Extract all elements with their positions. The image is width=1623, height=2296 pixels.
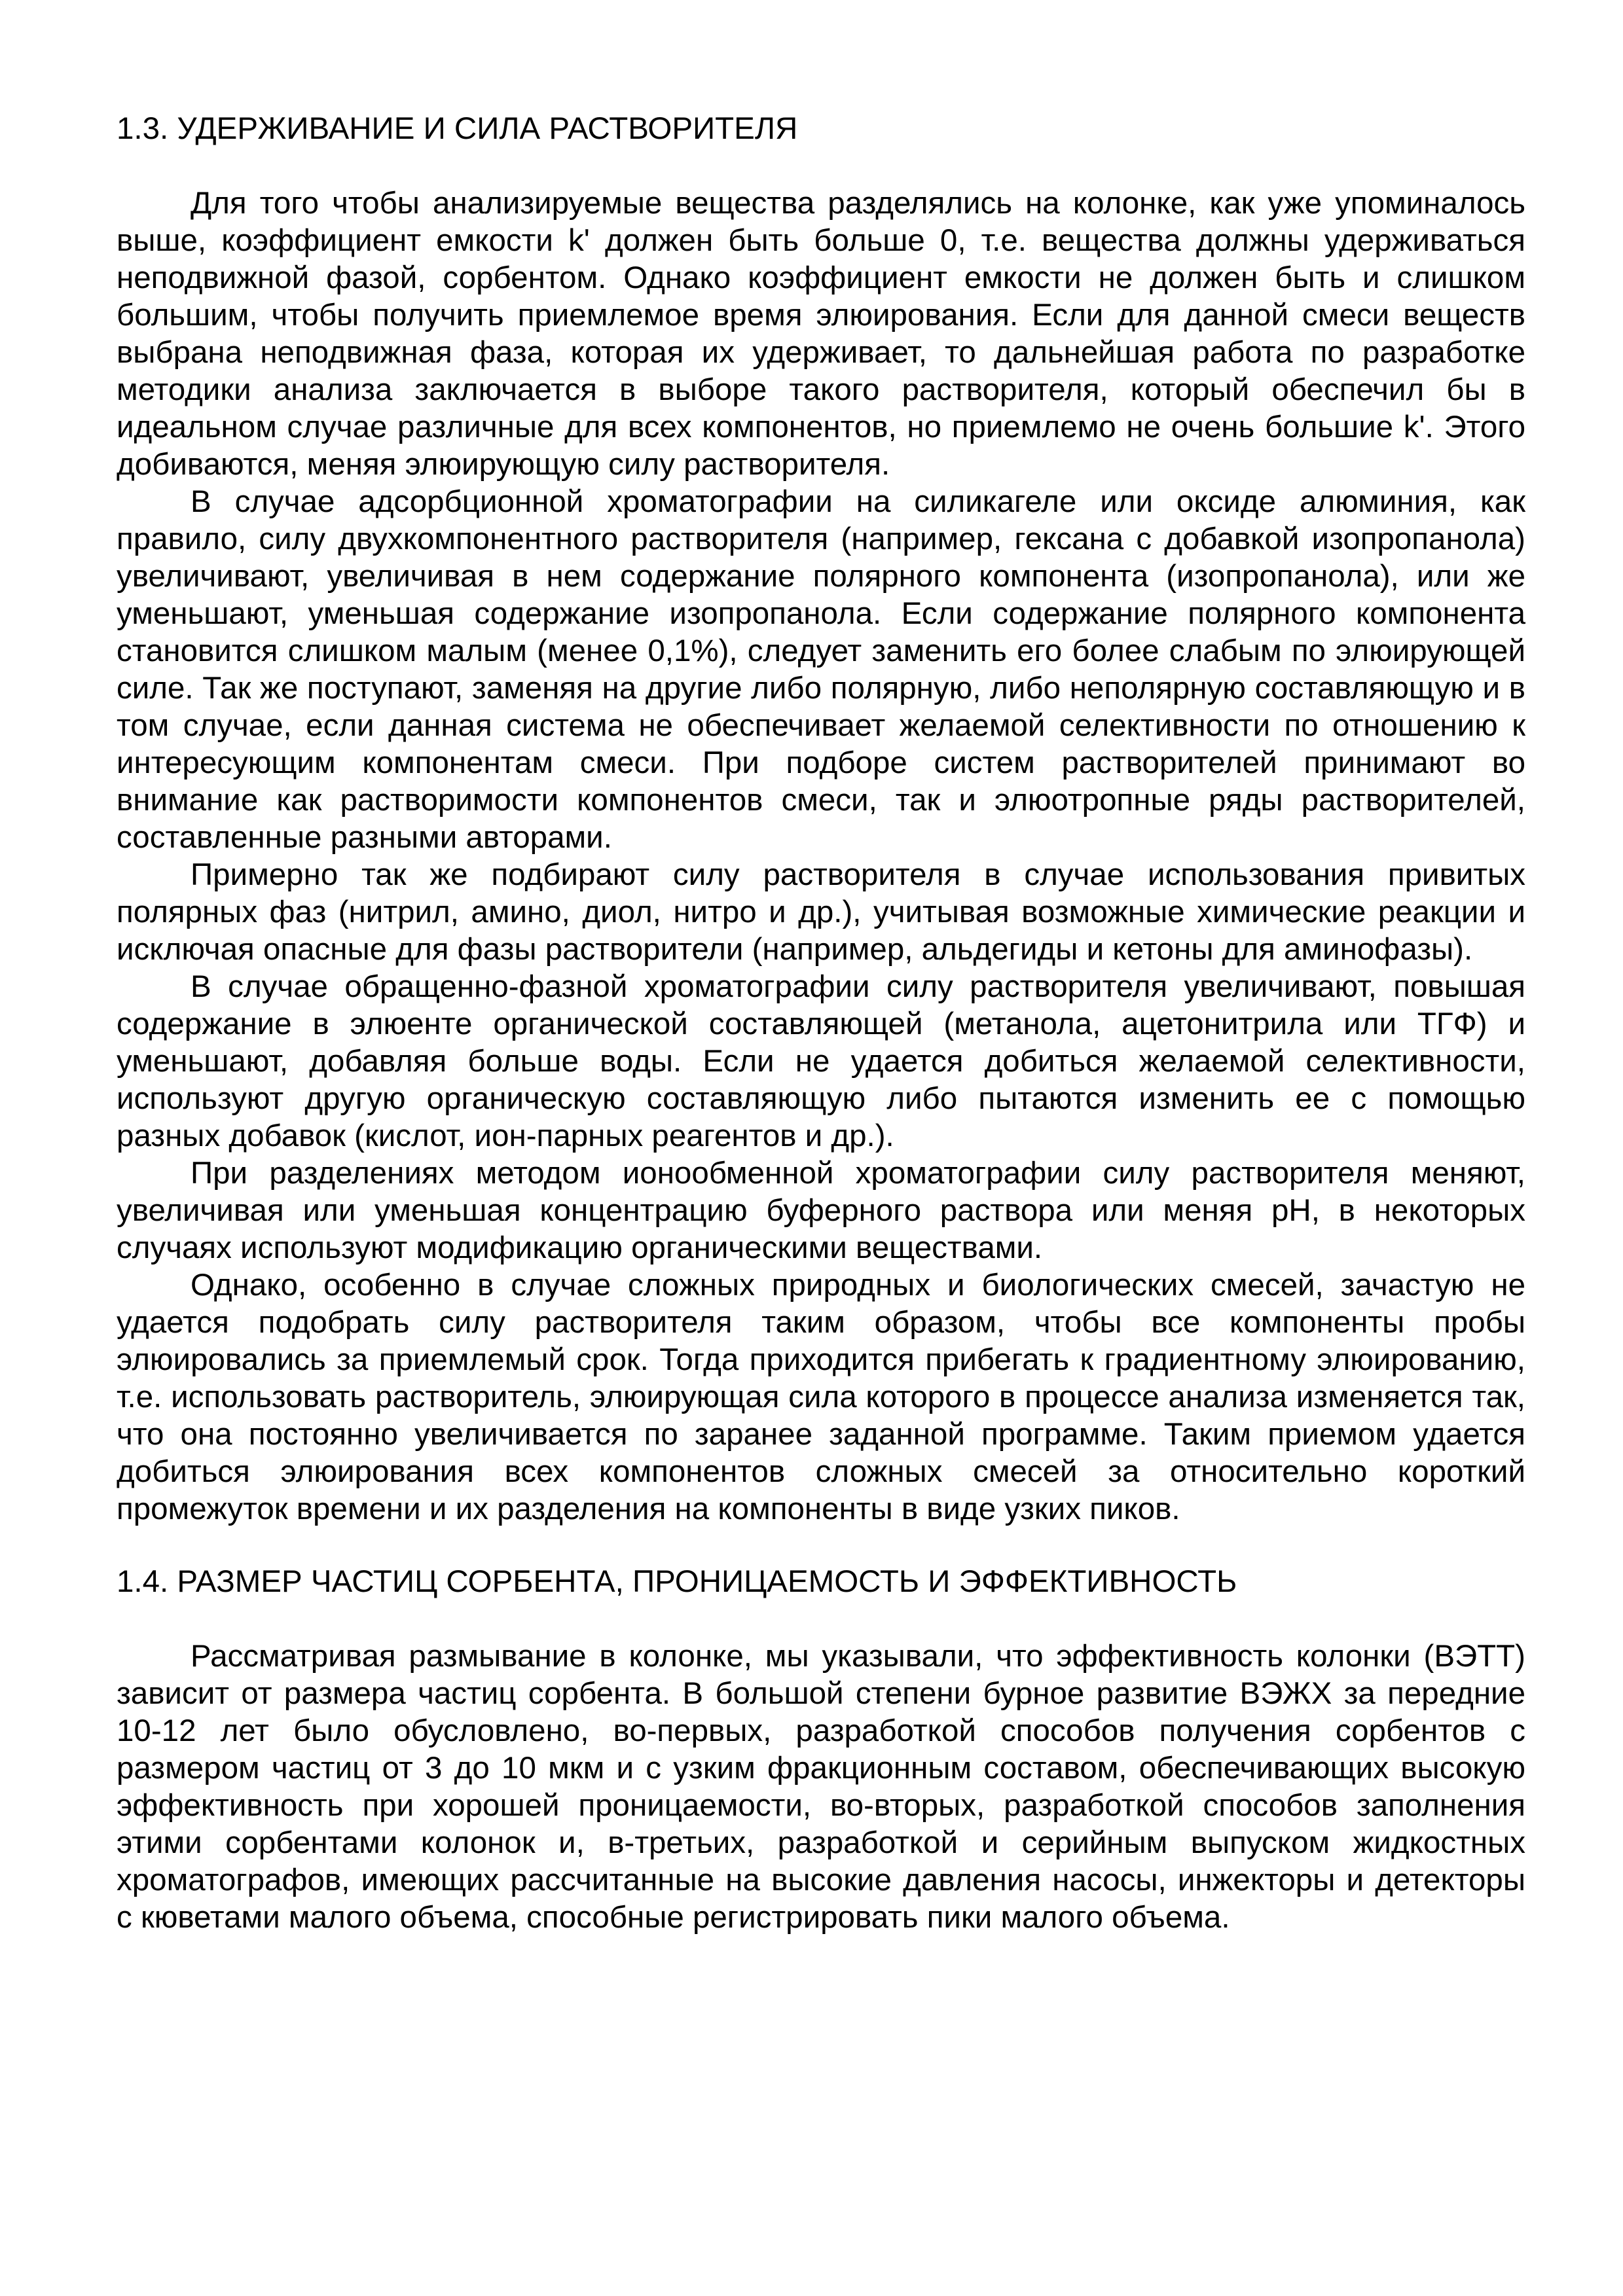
- document-page: [117, 110, 1525, 1936]
- paragraph-reversed-phase: В случае обращенно-фазной хроматографии силу растворителя увеличивают, повышая содержание в элюенте органической составляющей (метанола, ацетонитрила или ТГФ) и уменьшают, добавляя больше воды. Если не удается добиться желаемой селективности, используют другую органическую составляющую либо пытаются изменить ее с помощью разных добавок (кислот, ион-парных реагентов и др.).: [117, 969, 1525, 1153]
- paragraph-gradient-elution: Однако, особенно в случае сложных природных и биологических смесей, зачастую не удается подобрать силу растворителя таким образом, чтобы все компоненты пробы элюировались за приемлемый срок. Тогда приходится прибегать к градиентному элюированию, т.е. использовать растворитель, элюирующая сила которого в процессе анализа изменяется так, что она постоянно увеличивается по заранее заданной программе. Таким приемом удается добиться элюирования всех компонентов сложных смесей за относительно короткий промежуток времени и их разделения на компоненты в виде узких пиков.: [117, 1268, 1525, 1526]
- section-heading-1-3: 1.3. УДЕРЖИВАНИЕ И СИЛА РАСТВОРИТЕЛЯ: [117, 111, 798, 146]
- section-heading-1-4: 1.4. РАЗМЕР ЧАСТИЦ СОРБЕНТА, ПРОНИЦАЕМОСТЬ И ЭФФЕКТИВНОСТЬ: [117, 1564, 1237, 1599]
- paragraph-bonded-polar-phases: Примерно так же подбирают силу растворителя в случае использования привитых полярных фаз (нитрил, амино, диол, нитро и др.), учитывая возможные химические реакции и исключая опасные для фазы растворители (например, альдегиды и кетоны для аминофазы).: [117, 857, 1525, 967]
- paragraph-ion-exchange: При разделениях методом ионообменной хроматографии силу растворителя меняют, увеличивая или уменьшая концентрацию буферного раствора или меняя pH, в некоторых случаях используют модификацию органическими веществами.: [117, 1156, 1525, 1265]
- paragraph-adsorption-chromatography: В случае адсорбционной хроматографии на силикагеле или оксиде алюминия, как правило, силу двухкомпонентного растворителя (например, гексана с добавкой изопропанола) увеличивают, увеличивая в нем содержание полярного компонента (изопропанола), или же уменьшают, уменьшая содержание изопропанола. Если содержание полярного компонента становится слишком малым (менее 0,1%), следует заменить его более слабым по элюирующей силе. Так же поступают, заменяя на другие либо полярную, либо неполярную составляющую и в том случае, если данная система не обеспечивает желаемой селективности по отношению к интересующим компонентам смеси. При подборе систем растворителей принимают во внимание как растворимости компонентов смеси, так и элюотропные ряды растворителей, составленные разными авторами.: [117, 484, 1525, 855]
- paragraph-particle-size: Рассматривая размывание в колонке, мы указывали, что эффективность колонки (ВЭТТ) зависит от размера частиц сорбента. В большой степени бурное развитие ВЭЖХ за передние 10-12 лет было обусловлено, во-первых, разработкой способов получения сорбентов с размером частиц от 3 до 10 мкм и с узким фракционным составом, обеспечивающих высокую эффективность при хорошей проницаемости, во-вторых, разработкой способов заполнения этими сорбентами колонок и, в-третьих, разработкой и серийным выпуском жидкостных хроматографов, имеющих рассчитанные на высокие давления насосы, инжекторы и детекторы с кюветами малого объема, способные регистрировать пики малого объема.: [117, 1639, 1525, 1935]
- paragraph-capacity-factor: Для того чтобы анализируемые вещества разделялись на колонке, как уже упоминалось выше, коэффициент емкости k' должен быть больше 0, т.е. вещества должны удерживаться неподвижной фазой, сорбентом. Однако коэффициент емкости не должен быть и слишком большим, чтобы получить приемлемое время элюирования. Если для данной смеси веществ выбрана неподвижная фаза, которая их удерживает, то дальнейшая работа по разработке методики анализа заключается в выборе такого растворителя, который обеспечил бы в идеальном случае различные для всех компонентов, но приемлемо не очень большие k'. Этого добиваются, меняя элюирующую силу растворителя.: [117, 186, 1525, 482]
